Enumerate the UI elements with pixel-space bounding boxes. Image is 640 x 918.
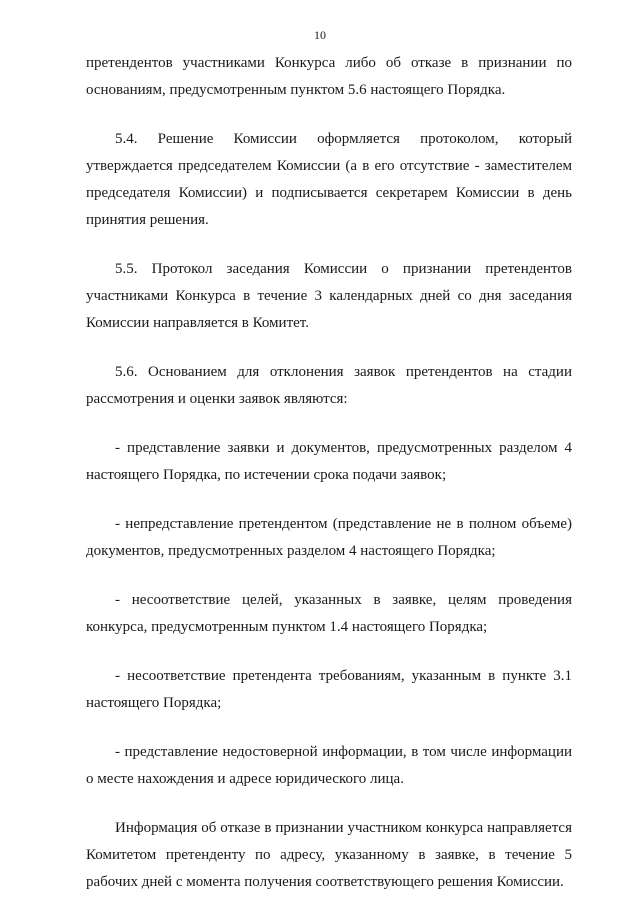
paragraph-continuation: претендентов участниками Конкурса либо об отказе в признании по основаниям, предусмотренным пунктом 5.6 настоящего Порядка. (86, 55, 572, 98)
list-item-missing-documents: - непредставление претендентом (представление не в полном объеме) документов, предусмотренных разделом 4 настоящего Порядка; (86, 516, 572, 559)
paragraph-5-6: 5.6. Основанием для отклонения заявок претендентов на стадии рассмотрения и оценки заявок являются: (86, 364, 572, 407)
list-item-goals-mismatch: - несоответствие целей, указанных в заявке, целям проведения конкурса, предусмотренным пунктом 1.4 настоящего Порядка; (86, 592, 572, 635)
paragraph-5-5: 5.5. Протокол заседания Комиссии о признании претендентов участниками Конкурса в течение 3 календарных дней со дня заседания Комиссии направляется в Комитет. (86, 261, 572, 331)
list-item-requirements-mismatch: - несоответствие претендента требованиям, указанным в пункте 3.1 настоящего Порядка; (86, 668, 572, 711)
list-item-late-submission: - представление заявки и документов, предусмотренных разделом 4 настоящего Порядка, по истечении срока подачи заявок; (86, 440, 572, 483)
page-number: 10 (314, 28, 326, 42)
paragraph-refusal-notice: Информация об отказе в признании участником конкурса направляется Комитетом претенденту по адресу, указанному в заявке, в течение 5 рабочих дней с момента получения соответствующего решения Комиссии. (86, 820, 572, 890)
document-body (86, 50, 572, 918)
paragraph-5-4: 5.4. Решение Комиссии оформляется протоколом, который утверждается председателем Комиссии (а в его отсутствие - заместителем председателя Комиссии) и подписывается секретарем Комиссии в день принятия решения. (86, 131, 572, 228)
list-item-false-information: - представление недостоверной информации, в том числе информации о месте нахождения и адресе юридического лица. (86, 744, 572, 787)
